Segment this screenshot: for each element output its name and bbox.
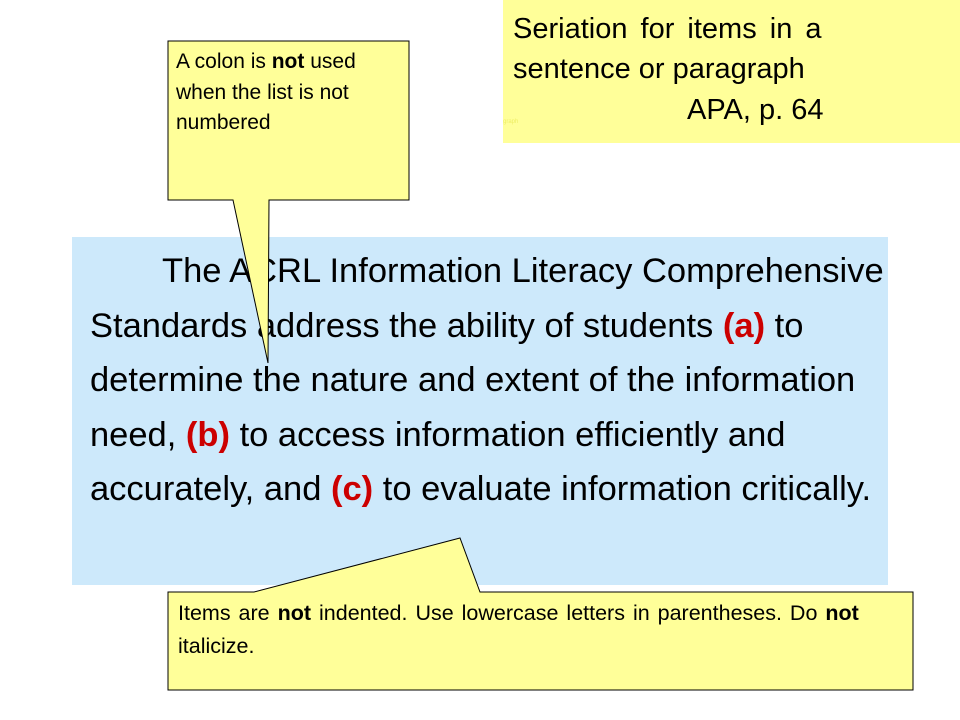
callout-bottom-text-1: Items are xyxy=(178,601,278,625)
slide-title-line-1: Seriation for items in a xyxy=(513,13,822,45)
slide-title-line-2: sentence or paragraph xyxy=(513,53,805,85)
callout-bottom-text xyxy=(178,597,908,663)
callout-bottom-text-2: indented. Use lowercase letters in parentheses. Do xyxy=(311,601,826,625)
paragraph-segment-1: The ACRL Information Literacy Comprehensive Standards address the ability of students xyxy=(90,252,884,345)
seriation-label-b: (b) xyxy=(185,415,230,454)
paragraph-segment-4: to evaluate information critically. xyxy=(373,470,872,508)
paragraph-segment-3: to access information efficiently and accurately, and xyxy=(90,415,786,508)
callout-top-emphasis: not xyxy=(271,50,305,73)
callout-top-text-post: used when the list is not numbered xyxy=(176,50,356,134)
paragraph-segment-2: to determine the nature and extent of the information need, xyxy=(90,306,856,454)
callout-bottom-emphasis-1: not xyxy=(277,601,312,625)
faint-artifact-text: graph xyxy=(503,119,519,125)
slide-title-citation: APA, p. 64 xyxy=(687,94,824,126)
callout-top-text-pre: A colon is xyxy=(176,50,272,73)
seriation-label-c: (c) xyxy=(331,470,374,508)
callout-bottom-emphasis-2: not xyxy=(825,601,859,625)
callout-top-text xyxy=(176,47,402,139)
seriation-label-a: (a) xyxy=(722,306,766,345)
callout-bottom-text-3: italicize. xyxy=(178,634,255,658)
